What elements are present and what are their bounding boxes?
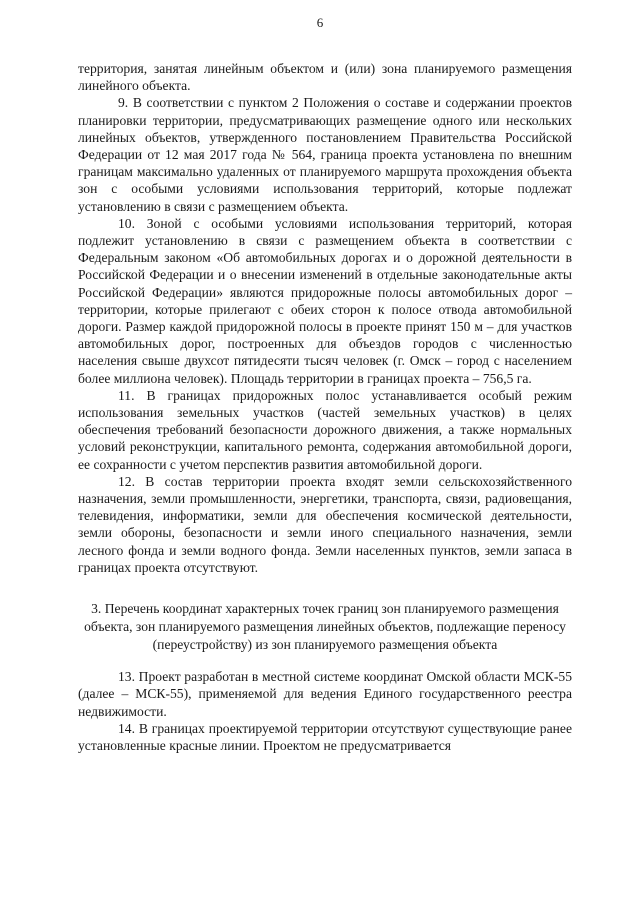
document-body	[78, 60, 572, 754]
paragraph-12: 12. В состав территории проекта входят земли сельскохозяйственного назначения, земли промышленности, энергетики, транспорта, связи, радиовещания, телевидения, информатики, земли для обеспечения космической деятельности, земли обороны, безопасности и земли иного специального назначения, земли лесного фонда и земли водного фонда. Земли населенных пунктов, земли запаса в границах проекта отсутствуют.	[78, 473, 572, 575]
paragraph-11: 11. В границах придорожных полос устанавливается особый режим использования земельных участков (частей земельных участков) в целях обеспечения требований безопасности дорожного движения, а также нормальных условий реконструкции, капитального ремонта, содержания автомобильной дороги, ее сохранности с учетом перспектив развития автомобильной дороги.	[78, 387, 572, 472]
paragraph-10: 10. Зоной с особыми условиями использования территорий, которая подлежит установлению в связи с размещением объекта в соответствии с Федеральным законом «Об автомобильных дорогах и о дорожной деятельности в Российской Федерации и о внесении изменений в отдельные законодательные акты Российской Федерации» являются придорожные полосы автомобильных дорог – территории, которые прилегают с обеих сторон к полосе отвода автомобильной дороги. Размер каждой придорожной полосы в проекте принят 150 м – для участков автомобильных дорог, построенных для объездов городов с численностью населения свыше двухсот пятидесяти тысяч человек (г. Омск – город с населением более миллиона человек). Площадь территории в границах проекта – 756,5 га.	[78, 215, 572, 386]
section-heading: 3. Перечень координат характерных точек границ зон планируемого размещения объекта, зон планируемого размещения линейных объектов, подлежащие переносу (переустройству) из зон планируемого размещения объекта	[84, 601, 566, 653]
paragraph-14: 14. В границах проектируемой территории отсутствуют существующие ранее установленные красные линии. Проектом не предусматривается	[78, 720, 572, 753]
paragraph-13: 13. Проект разработан в местной системе координат Омской области МСК-55 (далее – МСК-55), применяемой для ведения Единого государственного реестра недвижимости.	[78, 669, 572, 719]
paragraph-9: 9. В соответствии с пунктом 2 Положения о составе и содержании проектов планировки территории, предусматривающих размещение одного или нескольких линейных объектов, утвержденного постановлением Правительства Российской Федерации от 12 мая 2017 года № 564, граница проекта установлена по внешним границам максимально удаленных от планируемого маршрута прохождения объекта зон с особыми условиями использования территорий, которые подлежат установлению в связи с размещением объекта.	[78, 95, 572, 214]
page-number: 6	[316, 15, 324, 30]
paragraph-continuation: территория, занятая линейным объектом и (или) зона планируемого размещения линейного объекта.	[78, 61, 572, 94]
